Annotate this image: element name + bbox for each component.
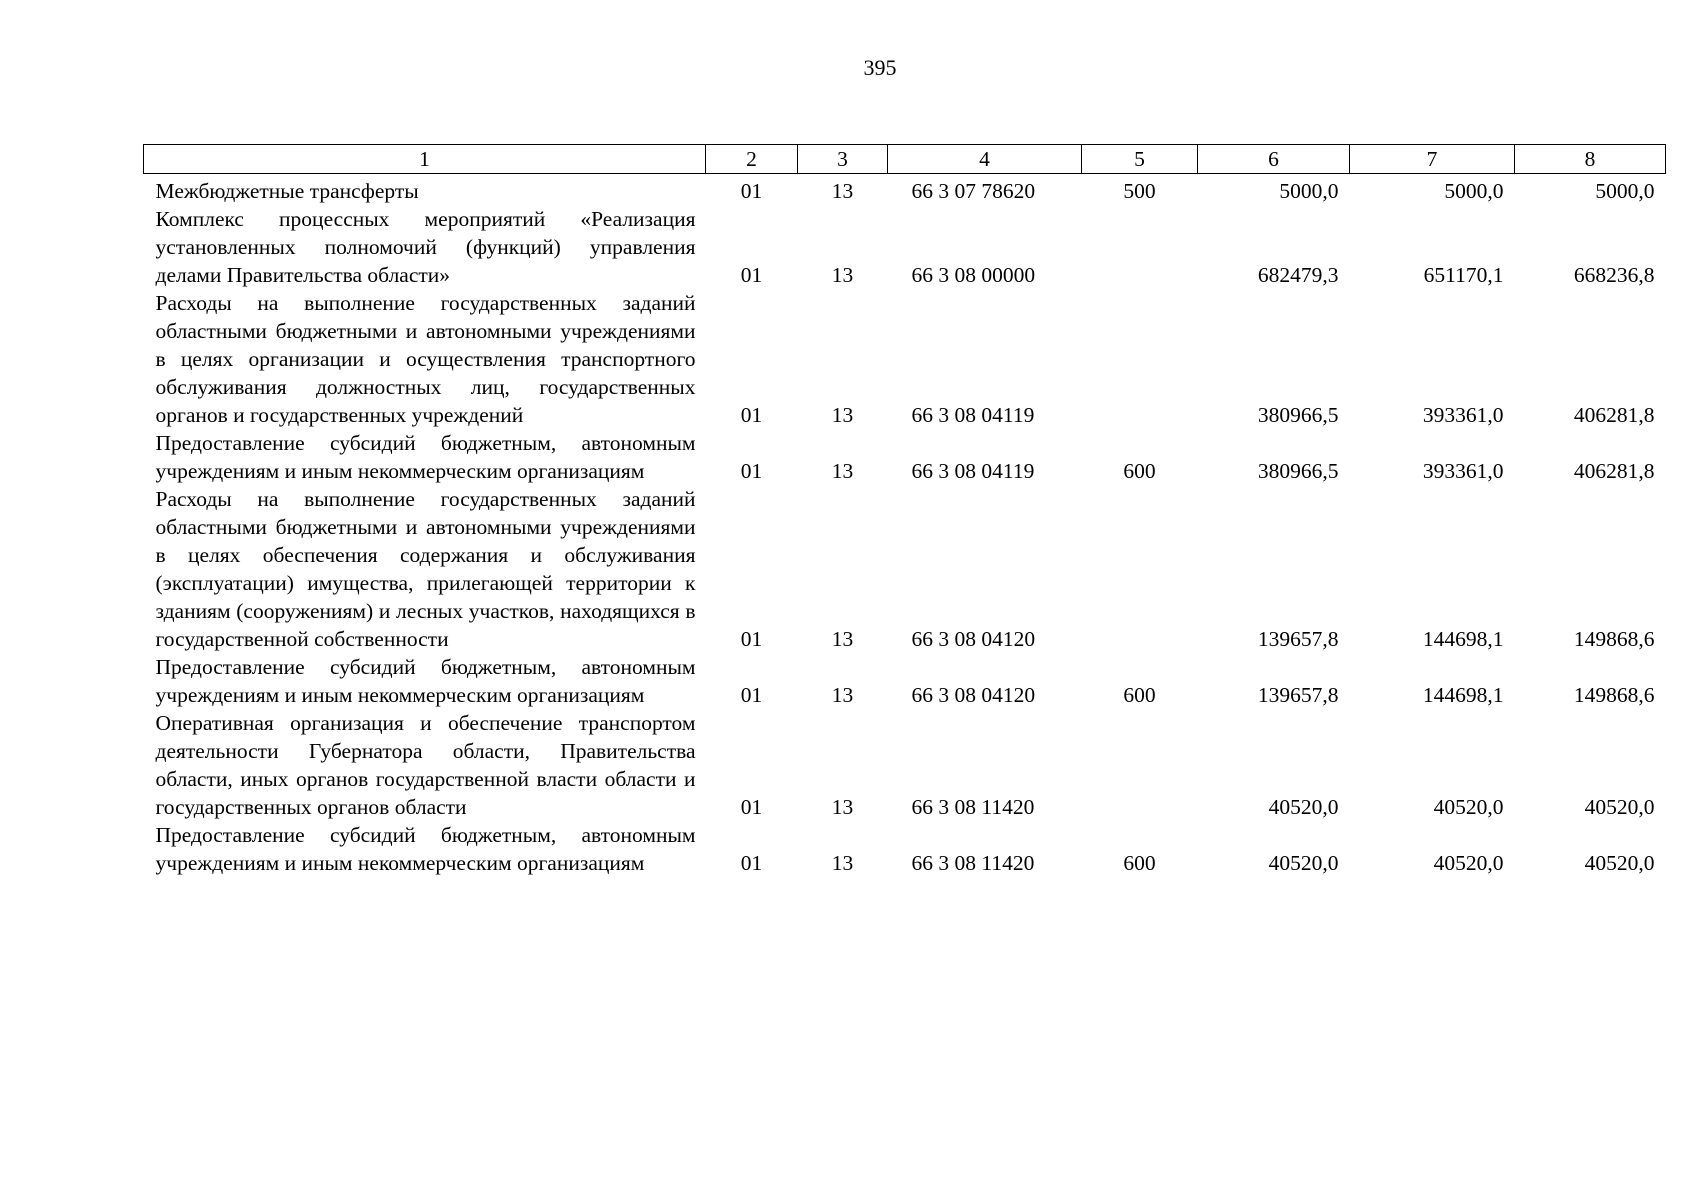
header-cell: 2	[706, 145, 798, 174]
target-article-code: 66 3 08 04119	[911, 459, 1035, 483]
amount-year-1: 5000,0	[1279, 179, 1339, 203]
row-name: Межбюджетные трансферты	[155, 179, 419, 203]
row-name: Предоставление субсидий бюджетным, автономным учреждениям и иным некоммерческим организациям	[155, 823, 696, 875]
subsection-code: 13	[831, 459, 854, 483]
table-row	[144, 653, 1666, 709]
row-name: Расходы на выполнение государственных заданий областными бюджетными и автономными учреждениями в целях обеспечения содержания и обслуживания (эксплуатации) имущества, прилегающей территории к зданиям (сооружениям) и лесных участков, находящихся в государственной собственности	[155, 487, 696, 651]
table-row	[144, 205, 1666, 289]
table-row	[144, 289, 1666, 429]
section-code: 01	[740, 683, 763, 707]
row-name: Расходы на выполнение государственных заданий областными бюджетными и автономными учреждениями в целях организации и осуществления транспортного обслуживания должностных лиц, государственных органов и государственных учреждений	[155, 291, 696, 427]
budget-table	[143, 144, 1666, 877]
target-article-code: 66 3 08 04120	[911, 683, 1036, 707]
amount-year-1: 380966,5	[1257, 459, 1339, 483]
amount-year-2: 651170,1	[1423, 263, 1504, 287]
amount-year-3: 406281,8	[1573, 403, 1655, 427]
table-row	[144, 174, 1666, 206]
expense-type-code: 500	[1123, 179, 1156, 203]
header-row	[144, 145, 1666, 174]
target-article-code: 66 3 08 00000	[911, 263, 1036, 287]
subsection-code: 13	[831, 683, 854, 707]
header-cell: 4	[888, 145, 1082, 174]
expense-type-code: 600	[1123, 459, 1156, 483]
row-name: Оперативная организация и обеспечение транспортом деятельности Губернатора области, Правительства области, иных органов государственной власти области и государственных органов области	[155, 711, 696, 819]
amount-year-2: 393361,0	[1422, 403, 1504, 427]
subsection-code: 13	[831, 851, 854, 875]
target-article-code: 66 3 08 11420	[911, 795, 1035, 819]
expense-type-code: 600	[1123, 683, 1156, 707]
amount-year-1: 139657,8	[1257, 683, 1339, 707]
amount-year-2: 5000,0	[1444, 179, 1504, 203]
amount-year-1: 139657,8	[1257, 627, 1339, 651]
amount-year-2: 40520,0	[1433, 795, 1504, 819]
section-code: 01	[740, 403, 763, 427]
expense-type-code	[1082, 709, 1198, 821]
row-name: Предоставление субсидий бюджетным, автономным учреждениям и иным некоммерческим организациям	[155, 431, 696, 483]
expense-type-code	[1082, 485, 1198, 653]
header-cell: 3	[798, 145, 888, 174]
target-article-code: 66 3 08 04119	[911, 403, 1035, 427]
section-code: 01	[740, 179, 763, 203]
subsection-code: 13	[831, 179, 854, 203]
table-row	[144, 429, 1666, 485]
row-name: Предоставление субсидий бюджетным, автономным учреждениям и иным некоммерческим организациям	[155, 655, 696, 707]
target-article-code: 66 3 08 04120	[911, 627, 1036, 651]
expense-type-code	[1082, 289, 1198, 429]
amount-year-3: 149868,6	[1573, 627, 1655, 651]
table-row	[144, 709, 1666, 821]
amount-year-2: 144698,1	[1422, 683, 1504, 707]
subsection-code: 13	[831, 403, 854, 427]
row-name: Комплекс процессных мероприятий «Реализация установленных полномочий (функций) управления делами Правительства области»	[155, 207, 696, 287]
expense-type-code	[1082, 205, 1198, 289]
amount-year-1: 40520,0	[1268, 795, 1339, 819]
amount-year-1: 380966,5	[1257, 403, 1339, 427]
header-cell: 6	[1198, 145, 1350, 174]
amount-year-3: 40520,0	[1584, 795, 1655, 819]
header-cell: 7	[1350, 145, 1515, 174]
page-number: 395	[863, 55, 897, 80]
header-cell: 8	[1515, 145, 1666, 174]
section-code: 01	[740, 627, 763, 651]
amount-year-3: 149868,6	[1573, 683, 1655, 707]
subsection-code: 13	[831, 263, 854, 287]
amount-year-3: 406281,8	[1573, 459, 1655, 483]
amount-year-3: 5000,0	[1595, 179, 1655, 203]
header-cell: 5	[1082, 145, 1198, 174]
section-code: 01	[740, 263, 763, 287]
expense-type-code: 600	[1123, 851, 1156, 875]
section-code: 01	[740, 459, 763, 483]
amount-year-1: 40520,0	[1268, 851, 1339, 875]
subsection-code: 13	[831, 627, 854, 651]
target-article-code: 66 3 07 78620	[911, 179, 1036, 203]
amount-year-3: 40520,0	[1584, 851, 1655, 875]
amount-year-2: 40520,0	[1433, 851, 1504, 875]
table-row	[144, 485, 1666, 653]
table-row	[144, 821, 1666, 877]
amount-year-2: 144698,1	[1422, 627, 1504, 651]
header-cell: 1	[144, 145, 706, 174]
amount-year-1: 682479,3	[1257, 263, 1339, 287]
target-article-code: 66 3 08 11420	[911, 851, 1035, 875]
section-code: 01	[740, 851, 763, 875]
subsection-code: 13	[831, 795, 854, 819]
section-code: 01	[740, 795, 763, 819]
amount-year-2: 393361,0	[1422, 459, 1504, 483]
amount-year-3: 668236,8	[1573, 263, 1655, 287]
